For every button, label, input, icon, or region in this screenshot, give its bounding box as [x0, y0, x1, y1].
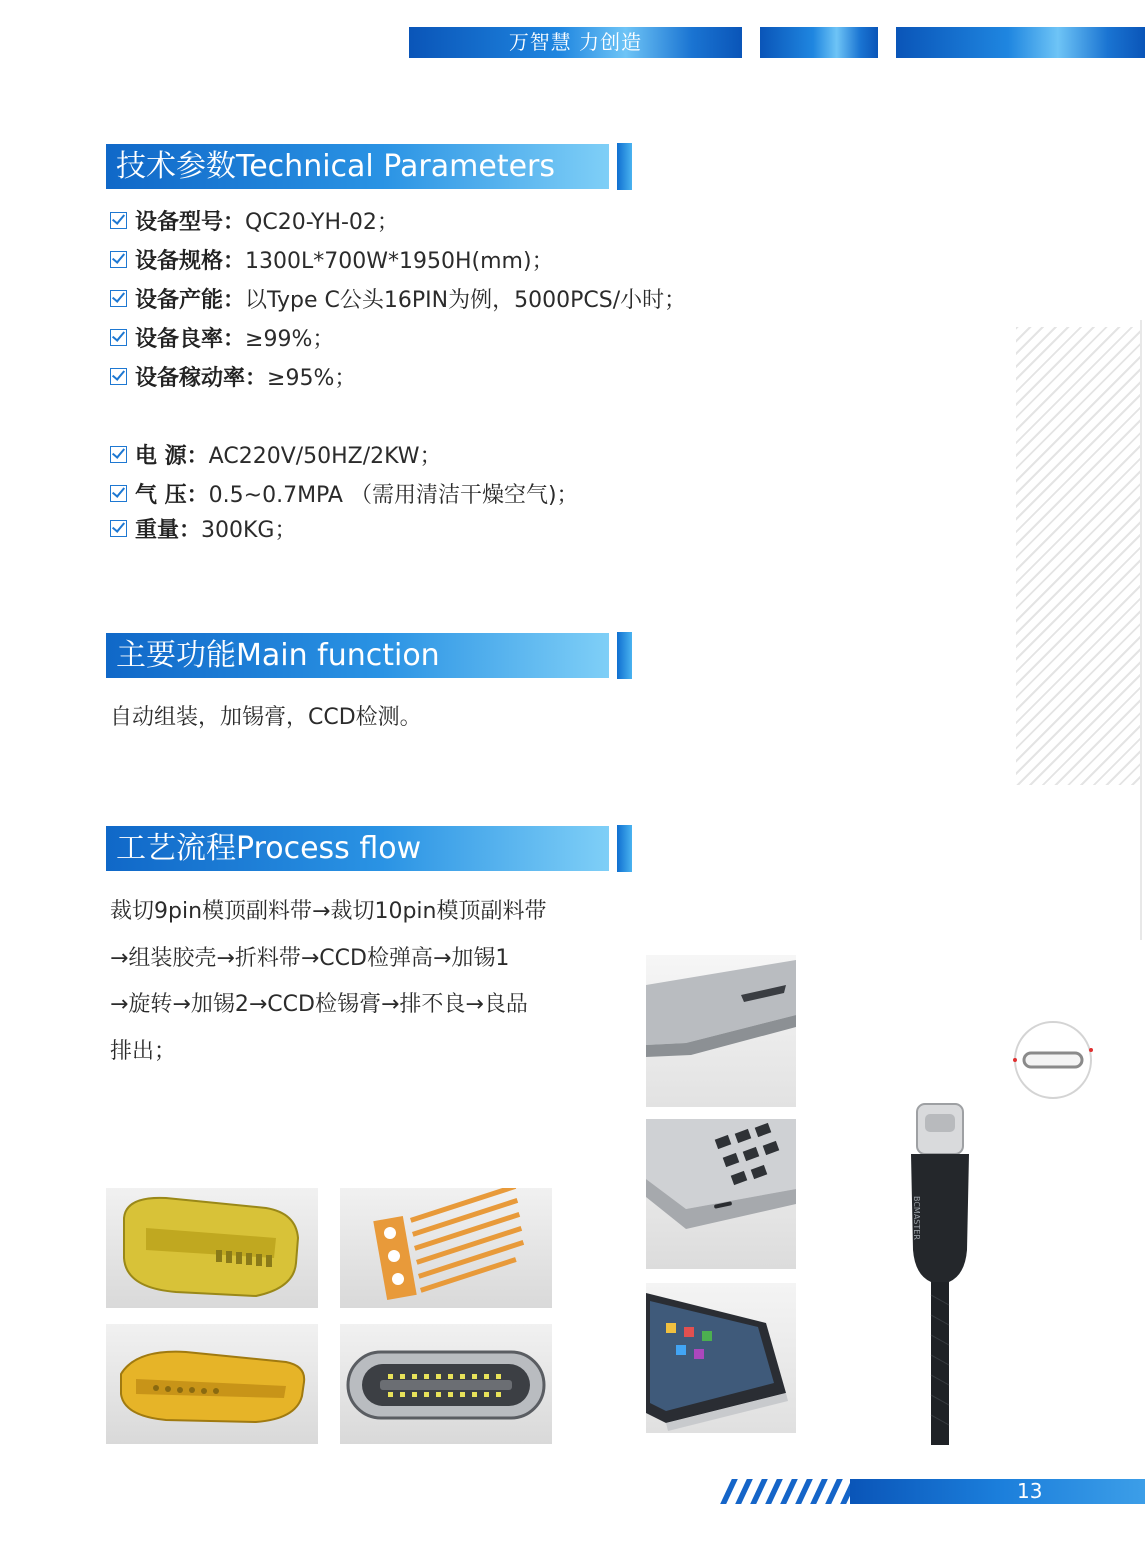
diagonal-stripes-decoration [1016, 327, 1140, 785]
param-row-spec [110, 244, 554, 274]
laptop-side-image [646, 955, 796, 1107]
process-flow-section-tick [617, 825, 632, 872]
param-row-yield [110, 322, 334, 352]
header-slogan-bar [409, 27, 742, 58]
header-bar-right [896, 27, 1145, 58]
param-label: 气 压： [135, 482, 209, 508]
footer-stripe [735, 1479, 753, 1504]
checkbox-icon [110, 329, 127, 346]
param-value: 0.5~0.7MPA （需用清洁干燥空气)； [208, 482, 579, 508]
param-value: 1300L*700W*1950H(mm)； [245, 248, 554, 274]
param-label: 电 源： [135, 443, 209, 469]
footer-stripe [795, 1479, 813, 1504]
process-flow-line: 裁切9pin模顶副料带→裁切10pin模顶副料带 [110, 899, 547, 924]
checkbox-icon [110, 290, 127, 307]
param-row-air-pressure [110, 478, 579, 508]
checkbox-icon [110, 446, 127, 463]
phone-image [646, 1283, 796, 1433]
param-value: QC20-YH-02； [245, 209, 399, 235]
param-value: 300KG； [201, 517, 297, 543]
technical-section-header [106, 144, 609, 189]
process-flow-line: →组装胶壳→折料带→CCD检弹高→加锡1 [110, 946, 510, 971]
footer-stripe [825, 1479, 843, 1504]
terminal-strip-image [340, 1188, 552, 1308]
param-label: 设备规格： [135, 248, 246, 274]
param-label: 设备型号： [135, 209, 246, 235]
param-label: 设备稼动率： [135, 365, 268, 391]
footer-stripe [810, 1479, 828, 1504]
page-number: 13 [1017, 1479, 1043, 1503]
checkbox-icon [110, 520, 127, 537]
param-row-power [110, 439, 442, 469]
checkbox-icon [110, 368, 127, 385]
checkbox-icon [110, 485, 127, 502]
param-value: 以Type C公头16PIN为例，5000PCS/小时； [245, 287, 687, 313]
process-flow-line: →旋转→加锡2→CCD检锡膏→排不良→良品 [110, 992, 528, 1017]
main-function-text: 自动组装，加锡膏，CCD检测。 [110, 705, 422, 730]
param-row-capacity [110, 283, 686, 313]
type-c-port-icon [1012, 1020, 1094, 1100]
param-label: 设备产能： [135, 287, 246, 313]
connector-housing-image [340, 1324, 552, 1444]
usb-c-cable-image [895, 1100, 985, 1445]
process-flow-line: 排出； [110, 1039, 177, 1064]
param-row-model [110, 205, 399, 235]
process-flow-section-header [106, 826, 609, 871]
checkbox-icon [110, 251, 127, 268]
right-edge-line [1140, 320, 1142, 940]
main-function-section-header [106, 633, 609, 678]
footer-stripe [720, 1479, 738, 1504]
header-bar-middle [760, 27, 878, 58]
main-function-section-tick [617, 632, 632, 679]
param-row-utilization [110, 361, 356, 391]
header-slogan: 万智慧 力创造 [508, 30, 643, 54]
connector-assembly-image [106, 1324, 318, 1444]
param-row-weight [110, 513, 296, 543]
checkbox-icon [110, 212, 127, 229]
main-function-section-title: 主要功能Main function [116, 638, 440, 673]
laptop-keyboard-image [646, 1119, 796, 1269]
footer-bar [850, 1479, 1145, 1504]
param-value: ≥99%； [245, 326, 335, 352]
param-label: 设备良率： [135, 326, 246, 352]
param-value: AC220V/50HZ/2KW； [208, 443, 442, 469]
technical-section-title: 技术参数Technical Parameters [116, 149, 555, 184]
connector-shell-image [106, 1188, 318, 1308]
process-flow-section-title: 工艺流程Process flow [116, 831, 422, 866]
footer-stripe [765, 1479, 783, 1504]
param-label: 重量： [135, 517, 202, 543]
cable-brand-label: BCMASTER [912, 1196, 921, 1240]
technical-section-tick [617, 143, 632, 190]
param-value: ≥95%； [267, 365, 357, 391]
footer-stripe [780, 1479, 798, 1504]
footer-stripe [750, 1479, 768, 1504]
